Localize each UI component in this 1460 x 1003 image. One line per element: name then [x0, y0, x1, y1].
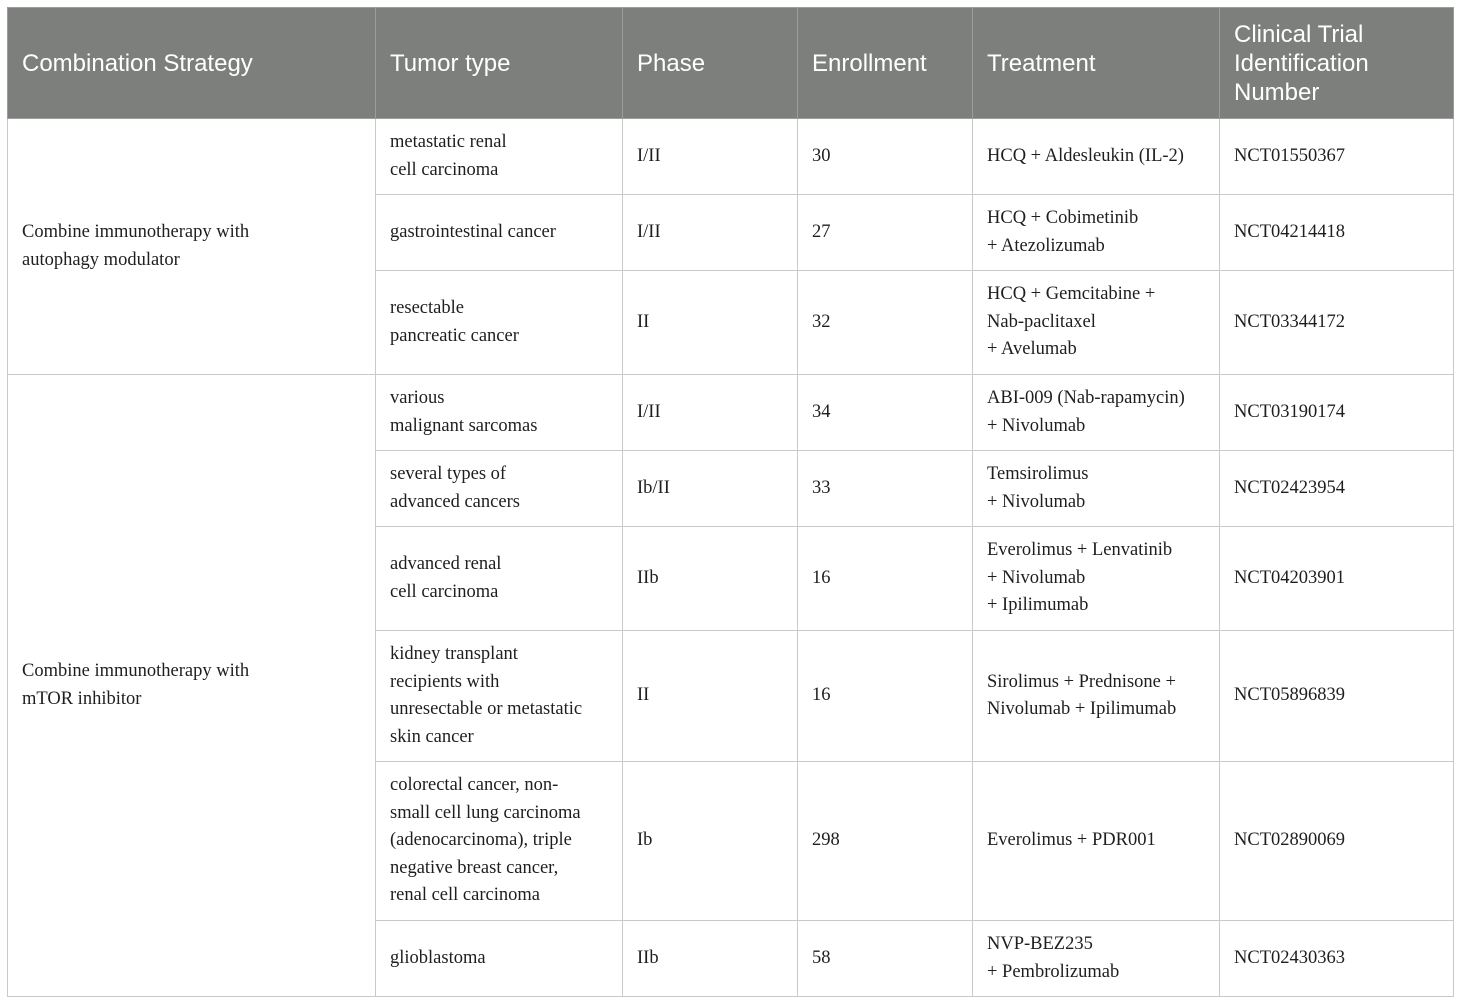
strategy-cell: Combine immunotherapy with autophagy modulator [8, 119, 376, 375]
treatment-cell: ABI-009 (Nab-rapamycin) + Nivolumab [973, 375, 1220, 451]
trial-id-cell: NCT03190174 [1220, 375, 1454, 451]
tumor-type-cell: advanced renal cell carcinoma [376, 527, 623, 631]
phase-cell: II [623, 631, 798, 762]
treatment-cell: NVP-BEZ235 + Pembrolizumab [973, 921, 1220, 997]
trial-id-cell: NCT05896839 [1220, 631, 1454, 762]
clinical-trials-table [7, 7, 1454, 997]
trial-id-cell: NCT02423954 [1220, 451, 1454, 527]
tumor-type-cell: metastatic renal cell carcinoma [376, 119, 623, 195]
enrollment-cell: 34 [798, 375, 973, 451]
phase-cell: Ib/II [623, 451, 798, 527]
table-container [7, 7, 1454, 997]
trial-id-cell: NCT02430363 [1220, 921, 1454, 997]
tumor-type-cell: gastrointestinal cancer [376, 195, 623, 271]
header-combination-strategy: Combination Strategy [8, 8, 376, 119]
tumor-type-cell: several types of advanced cancers [376, 451, 623, 527]
treatment-cell: Temsirolimus + Nivolumab [973, 451, 1220, 527]
treatment-cell: HCQ + Gemcitabine + Nab-paclitaxel + Avelumab [973, 271, 1220, 375]
phase-cell: I/II [623, 119, 798, 195]
treatment-cell: Everolimus + PDR001 [973, 762, 1220, 921]
header-phase: Phase [623, 8, 798, 119]
phase-cell: Ib [623, 762, 798, 921]
enrollment-cell: 32 [798, 271, 973, 375]
enrollment-cell: 58 [798, 921, 973, 997]
table-row [8, 375, 1454, 451]
enrollment-cell: 298 [798, 762, 973, 921]
trial-id-cell: NCT02890069 [1220, 762, 1454, 921]
treatment-cell: HCQ + Cobimetinib + Atezolizumab [973, 195, 1220, 271]
trial-id-cell: NCT04214418 [1220, 195, 1454, 271]
tumor-type-cell: resectable pancreatic cancer [376, 271, 623, 375]
header-trial-id: Clinical Trial Identification Number [1220, 8, 1454, 119]
enrollment-cell: 30 [798, 119, 973, 195]
phase-cell: II [623, 271, 798, 375]
trial-id-cell: NCT01550367 [1220, 119, 1454, 195]
tumor-type-cell: glioblastoma [376, 921, 623, 997]
treatment-cell: Sirolimus + Prednisone + Nivolumab + Ipilimumab [973, 631, 1220, 762]
enrollment-cell: 16 [798, 527, 973, 631]
table-row [8, 119, 1454, 195]
header-tumor-type: Tumor type [376, 8, 623, 119]
trial-id-cell: NCT04203901 [1220, 527, 1454, 631]
phase-cell: I/II [623, 195, 798, 271]
enrollment-cell: 33 [798, 451, 973, 527]
phase-cell: IIb [623, 527, 798, 631]
enrollment-cell: 16 [798, 631, 973, 762]
phase-cell: I/II [623, 375, 798, 451]
treatment-cell: Everolimus + Lenvatinib + Nivolumab + Ipilimumab [973, 527, 1220, 631]
treatment-cell: HCQ + Aldesleukin (IL-2) [973, 119, 1220, 195]
trial-id-cell: NCT03344172 [1220, 271, 1454, 375]
header-enrollment: Enrollment [798, 8, 973, 119]
tumor-type-cell: various malignant sarcomas [376, 375, 623, 451]
header-row [8, 8, 1454, 119]
tumor-type-cell: kidney transplant recipients with unresectable or metastatic skin cancer [376, 631, 623, 762]
phase-cell: IIb [623, 921, 798, 997]
strategy-cell: Combine immunotherapy with mTOR inhibitor [8, 375, 376, 997]
enrollment-cell: 27 [798, 195, 973, 271]
header-treatment: Treatment [973, 8, 1220, 119]
tumor-type-cell: colorectal cancer, non- small cell lung carcinoma (adenocarcinoma), triple negative breast cancer, renal cell carcinoma [376, 762, 623, 921]
